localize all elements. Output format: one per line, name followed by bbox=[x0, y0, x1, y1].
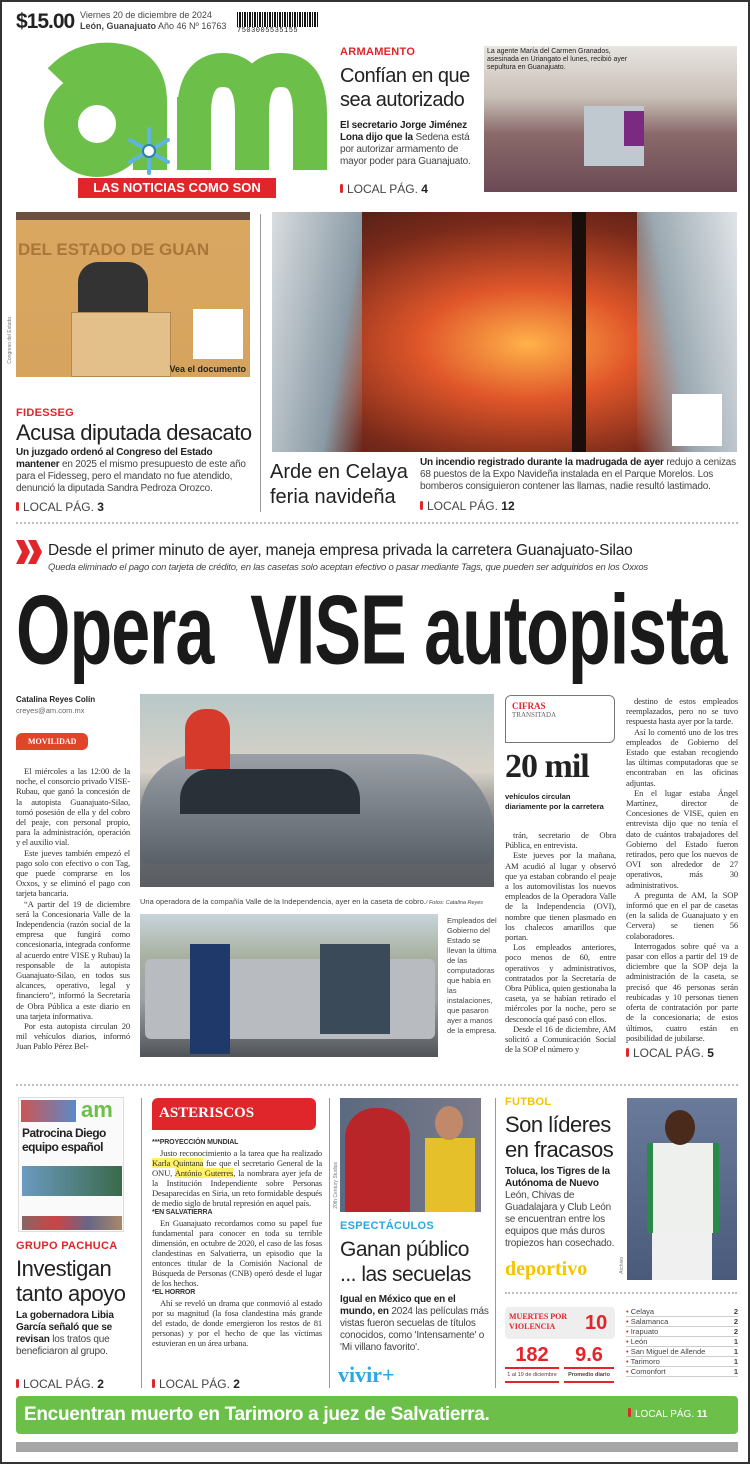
city-row bbox=[626, 1347, 738, 1357]
city-count: 1 bbox=[733, 1367, 738, 1376]
footer-bar bbox=[16, 1442, 738, 1452]
deaths-today: 10 bbox=[585, 1312, 608, 1334]
futbol-deck: Toluca, los Tigres de la Autónoma de Nuevo León, Chivas de Guadalajara y Club León se encuentran entre los equipos que más duros tropiezos han cosechado. bbox=[505, 1166, 615, 1249]
futbol-headline[interactable]: Son líderes en fracasos bbox=[505, 1112, 614, 1162]
fidesseg-deck: Un juzgado ordenó al Congreso del Estado mantener en 2025 el mismo presupuesto de este año para el Fidesseg, pero el mandato no fue atendido, denunció la diputada Sandra Pedroza Orozco. bbox=[16, 447, 246, 494]
city-count: 2 bbox=[733, 1307, 738, 1316]
price: $15.00 bbox=[16, 10, 75, 33]
armamento-section-label: ARMAMENTO bbox=[340, 46, 416, 58]
photo-caption-1: Una operadora de la compañía Valle de la Independencia, ayer en la caseta de cobro./ Fotos: Catalina Reyes bbox=[140, 897, 484, 906]
city-name: • León bbox=[626, 1337, 648, 1346]
city-count: 1 bbox=[733, 1357, 738, 1366]
armamento-deck: El secretario Jorge Jiménez Lona dijo que la Sedena está por autorizar armamento de mayor poder para Guanajuato. bbox=[340, 120, 471, 167]
city-row bbox=[626, 1317, 738, 1327]
banner[interactable] bbox=[16, 1396, 738, 1434]
photo-credit: 20th Century Studios bbox=[333, 1162, 339, 1209]
qr-label: Vea el documento bbox=[169, 364, 246, 374]
photo-caption: La agente María del Carmen Granados, asesinada en Uriangato el lunes, recibió ayer sepultura en Guanajuato. bbox=[487, 48, 628, 71]
photo-wall-text: DEL ESTADO DE GUAN bbox=[18, 240, 210, 259]
asteriscos-header: ASTERISCOS bbox=[152, 1098, 316, 1130]
city: León, Guanajuato bbox=[80, 21, 157, 31]
fidesseg-page-ref[interactable]: LOCAL PÁG. 3 bbox=[16, 500, 104, 514]
tag-movilidad: MOVILIDAD bbox=[16, 733, 88, 750]
espectaculos-headline[interactable]: Ganan público ... las secuelas bbox=[340, 1238, 471, 1286]
slogan: LAS NOTICIAS COMO SON bbox=[78, 178, 276, 198]
divider bbox=[16, 1084, 738, 1086]
city-row bbox=[626, 1337, 738, 1347]
deaths-by-city bbox=[626, 1307, 738, 1377]
pachuca-deck: La gobernadora Libia García señaló que se revisan los tratos que beneficiaron al grupo. bbox=[16, 1310, 114, 1357]
barcode-number: 7503005535155 bbox=[237, 27, 299, 35]
city-count: 1 bbox=[733, 1347, 738, 1356]
thumb-headline: Patrocina Diego equipo español bbox=[22, 1126, 106, 1154]
cifras-text: vehículos circulan diariamente por la carretera bbox=[505, 792, 604, 811]
photo-diputada bbox=[16, 212, 250, 377]
city-count: 2 bbox=[733, 1317, 738, 1326]
issue: Año 46 Nº 16763 bbox=[158, 21, 227, 31]
snowflake-icon bbox=[124, 126, 174, 176]
city-row bbox=[626, 1367, 738, 1377]
date: Viernes 20 de diciembre de 2024 bbox=[80, 10, 212, 20]
photo-credit: Archivo bbox=[619, 1257, 625, 1274]
city-name: • Tarimoro bbox=[626, 1357, 660, 1366]
main-headline[interactable]: Opera VISE autopista bbox=[16, 575, 727, 685]
photo-caption-2: Empleados del Gobierno del Estado se llevan la última de las computadoras que había en las instalaciones, que pasaron ayer a manos de la empresa. bbox=[447, 916, 497, 1035]
kicker: Desde el primer minuto de ayer, maneja empresa privada la carretera Guanajuato-Silao bbox=[48, 542, 633, 559]
kicker-arrows-icon bbox=[16, 540, 44, 564]
violence-box bbox=[505, 1307, 615, 1339]
armamento-headline[interactable]: Confían en que sea autorizado bbox=[340, 65, 470, 111]
fidesseg-section-label: FIDESSEG bbox=[16, 407, 75, 419]
article-col-3: trán, secretario de Obra Pública, en entrevista. Este jueves por la mañana, AM acudió al lugar y observó que ya estaban cobrando el peaje a los automovilistas los nuevos empleados de la Operadora Valle de la Independencia (OVI), nombre que tienen plasmado en los chalecos amarillos que portan. Los empleados anteriores, poco menos de 60, entre operativos y administrativos, contratados por la Secretaría de Obra Pública, quien gestionaba la caseta, ya se habían retirado el miércoles por la noche, pero se desconocía qué pasó con ellos. Desde el 16 de diciembre, AM solicitó a Comunicación Social de la SOP el número y bbox=[505, 830, 616, 1055]
article-col-4: destino de estos empleados reemplazados, pero no se tuvo respuesta hasta ayer por la tarde. Así lo comentó uno de los tres empleados de Gobierno del Estado que estaban recogiendo las últimas computadoras que se encontraban en las oficinas adjuntas. En el lugar estaba Ángel Martínez, director de Concesiones de VISE, quien en entrevista dijo que no tenía el dato de cuántos trabajadores del Gobierno del Estado fueron retirados, pero que los nuevos de OVI son alrededor de 27 operativos, más 30 administrativos. A pregunta de AM, la SOP informó que en el par de casetas (en la salida de Guanajuato y en Cervera) se tienen 56 colaboradores. Interrogados sobre qué va a pasar con ellos a partir del 19 de diciembre que la SOP deja la administración de la caseta, se precisó que 46 personas serán reubicadas y 10 personas tienen oferta de contratación por parte de la concesionaria; de estos últimos, cuatro están en posibilidad de jubilarse. LOCAL PÁG. 5 bbox=[626, 696, 738, 1060]
photo-credit: Congreso del Estado bbox=[7, 317, 13, 364]
author: Catalina Reyes Colín bbox=[16, 695, 96, 704]
cifras-box: CIFRAS TRANSITADA bbox=[505, 695, 615, 743]
average-label: Promedio diario bbox=[564, 1371, 614, 1383]
city-name: • San Miguel de Allende bbox=[626, 1347, 706, 1356]
thumb-logo: am bbox=[81, 1097, 113, 1122]
futbol-section-label: FUTBOL bbox=[505, 1096, 552, 1108]
page-ref-asteriscos[interactable]: LOCAL PÁG. 2 bbox=[152, 1377, 240, 1391]
celaya-page-ref[interactable]: LOCAL PÁG. 12 bbox=[420, 499, 515, 513]
photo-fire bbox=[272, 212, 737, 452]
headline-celaya[interactable]: Arde en Celaya feria navideña bbox=[270, 461, 408, 508]
total-label: 1 al 19 de diciembre bbox=[505, 1371, 559, 1383]
page-ref[interactable]: LOCAL PÁG. 11 bbox=[628, 1408, 707, 1422]
city-row bbox=[626, 1327, 738, 1337]
fidesseg-headline[interactable]: Acusa diputada desacato bbox=[16, 420, 252, 445]
photo-pickup bbox=[140, 914, 438, 1057]
page-ref-main[interactable]: LOCAL PÁG. 5 bbox=[626, 1046, 738, 1060]
qr-code[interactable] bbox=[193, 309, 243, 359]
photo-deadpool-wolverine bbox=[340, 1098, 481, 1212]
city-name: • Celaya bbox=[626, 1307, 655, 1316]
espectaculos-deck: Igual en México que en el mundo, en 2024 las películas más vistas fueron secuelas de títulos conocidos, como 'Intensamente' o 'Mi villano favorito'. bbox=[340, 1294, 489, 1353]
pachuca-section-label: GRUPO PACHUCA bbox=[16, 1240, 118, 1252]
pachuca-headline[interactable]: Investigan tanto apoyo bbox=[16, 1256, 126, 1306]
photo-toll-booth bbox=[140, 694, 494, 887]
deportivo-logo: deportivo bbox=[505, 1258, 588, 1280]
banner-headline[interactable]: Encuentran muerto en Tarimoro a juez de Salvatierra. bbox=[24, 1404, 490, 1425]
author-email[interactable]: creyes@am.com.mx bbox=[16, 706, 85, 715]
total-deaths: 182 bbox=[505, 1343, 559, 1369]
city-count: 1 bbox=[733, 1337, 738, 1346]
violence-label: MUERTES POR VIOLENCIA bbox=[509, 1312, 568, 1331]
armamento-page-ref[interactable]: LOCAL PÁG. 4 bbox=[340, 182, 428, 196]
divider bbox=[16, 522, 738, 524]
city-name: • Salamanca bbox=[626, 1317, 669, 1326]
subkicker: Queda eliminado el pago con tarjeta de crédito, en las casetas solo aceptan efectivo o pasar mediante Tags, que pueden ser adquiridos en los Oxxos bbox=[48, 562, 648, 573]
article-col-1: El miércoles a las 12:00 de la noche, el consorcio privado VISE-Rubau, que ganó la concesión de la autopista Guanajuato-Silao, tomó posesión de ella y del cobro del peaje, con personal propio, para la administración, operación y el auxilio vial. Este jueves también empezó el pago solo con efectivo o con Tag, que puede comprarse en los Oxxos, y se eliminó el pago con tarjeta bancaria. “A partir del 19 de diciembre será la Concesionaria Valle de la Independencia (razón social de la empresa que fungirá como concesionaria, integrada conforme al acuerdo entre VISE y Rubau) la responsable de la autopista Guanajuato-Silao, en todos sus alcances, operativo, legal y financiero”, informó la Secretaría de Obra Pública a este diario en una tarjeta informativa. Por esta autopista circulan 20 mil vehículos diarios, informó Juan Pablo Pérez Bel- bbox=[16, 766, 130, 1052]
cifras-number: 20 mil bbox=[505, 748, 589, 785]
city-name: • Irapuato bbox=[626, 1327, 659, 1336]
photo-funeral bbox=[484, 46, 737, 192]
celaya-deck: Un incendio registrado durante la madrugada de ayer redujo a cenizas 68 puestos de la Expo Navideña instalada en el Parque Morelos. Los bomberos consiguieron contener las llamas, nadie resultó lastimado. bbox=[420, 457, 736, 492]
espectaculos-section-label: ESPECTÁCULOS bbox=[340, 1220, 435, 1232]
city-row bbox=[626, 1357, 738, 1367]
photo-footballer bbox=[627, 1098, 737, 1280]
daily-average: 9.6 bbox=[564, 1343, 614, 1369]
pachuca-page-ref[interactable]: LOCAL PÁG. 2 bbox=[16, 1377, 104, 1391]
asteriscos-column: ***PROYECCIÓN MUNDIAL Justo reconocimiento a la tarea que ha realizado Karla Quintana fue que el secretario General de la ONU, António Guterres, la nombrara ayer jefa de la Institución Independiente sobre Personas Desaparecidas en Siria, un reto formidable después de medio siglo de brutal represión en aquel país. *EN SALVATIERRA En Guanajuato recordamos como su papel fue fundamental para conocer en toda su terrible dimensión, en octubre de 2020, el caso de las fosas clandestinas en Salvatierra, un episodio que la entonces titular de la Comisión Nacional de Búsqueda de Personas (CNB) operó desde el lugar de los hechos. *EL HORROR Ahí se reveló un drama que conmovió al estado por su magnitud (la fosa clandestina más grande del estado, de donde emergieron los restos de 81 personas) y por el hecho de que las víctimas estuvieran en un área urbana. bbox=[152, 1139, 322, 1348]
divider bbox=[505, 1292, 737, 1294]
city-count: 2 bbox=[733, 1327, 738, 1336]
thumb-front-page[interactable] bbox=[18, 1097, 124, 1232]
qr-code[interactable] bbox=[672, 394, 722, 446]
city-row bbox=[626, 1307, 738, 1317]
city-name: • Comonfort bbox=[626, 1367, 666, 1376]
vivir-logo: vivir+ bbox=[338, 1362, 395, 1387]
